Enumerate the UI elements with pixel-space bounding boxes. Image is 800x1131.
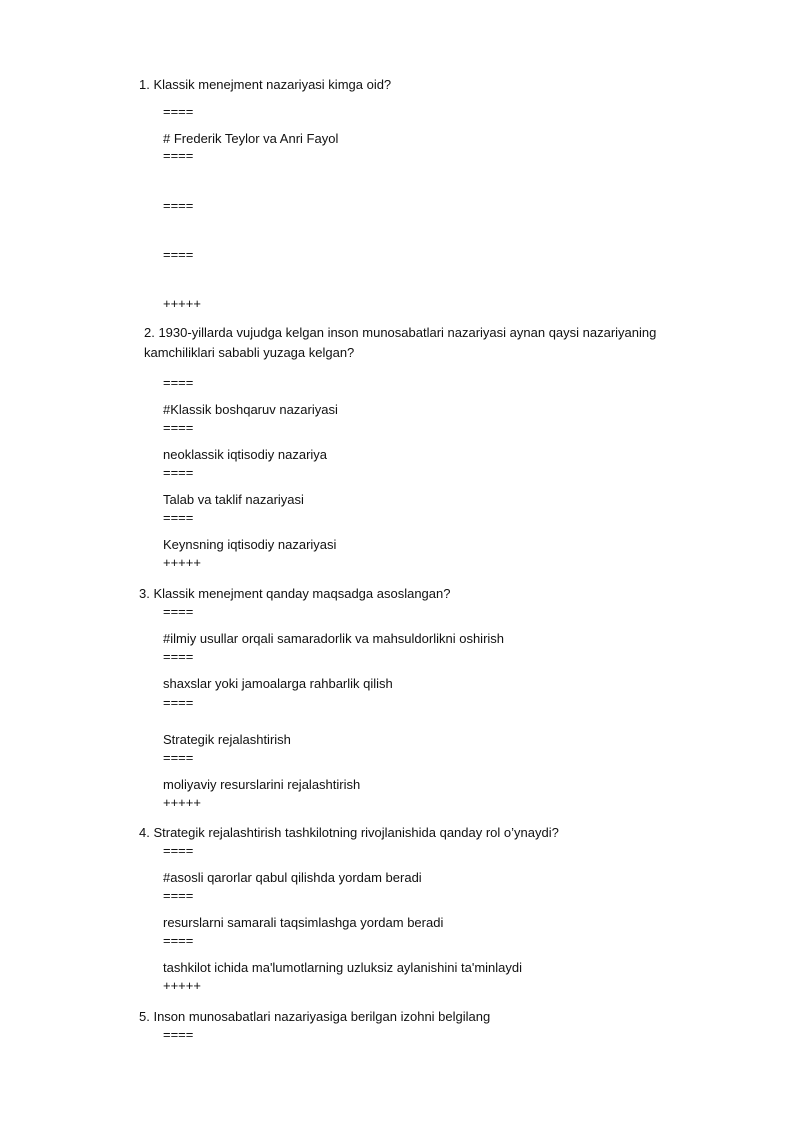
- answer-3-3: Strategik rejalashtirish: [163, 732, 291, 747]
- question-4: 4. Strategik rejalashtirish tashkilotning rivojlanishida qanday rol o’ynaydi?: [139, 825, 559, 840]
- answer-2-1: #Klassik boshqaruv nazariyasi: [163, 402, 338, 417]
- question-2-line-2: kamchiliklari sababli yuzaga kelgan?: [144, 345, 355, 360]
- answer-4-3: tashkilot ichida ma'lumotlarning uzluksiz aylanishini ta'minlaydi: [163, 960, 523, 975]
- separator: ====: [163, 510, 194, 525]
- separator: ====: [163, 198, 194, 213]
- separator: ====: [163, 750, 194, 765]
- end-marker: +++++: [163, 296, 201, 311]
- separator: ====: [163, 843, 194, 858]
- question-3: 3. Klassik menejment qanday maqsadga asoslangan?: [139, 586, 451, 601]
- separator: ====: [163, 375, 194, 390]
- separator: ====: [163, 420, 194, 435]
- answer-3-4: moliyaviy resurslarini rejalashtirish: [163, 777, 361, 792]
- separator: ====: [163, 604, 194, 619]
- separator: ====: [163, 695, 194, 710]
- question-1: 1. Klassik menejment nazariyasi kimga oid?: [139, 77, 392, 92]
- answer-4-2: resurslarni samarali taqsimlashga yordam beradi: [163, 915, 444, 930]
- end-marker: +++++: [163, 555, 201, 570]
- separator: ====: [163, 148, 194, 163]
- answer-3-2: shaxslar yoki jamoalarga rahbarlik qilish: [163, 676, 393, 691]
- answer-2-4: Keynsning iqtisodiy nazariyasi: [163, 537, 337, 552]
- answer-1-1: # Frederik Teylor va Anri Fayol: [163, 131, 339, 146]
- separator: ====: [163, 247, 194, 262]
- answer-2-3: Talab va taklif nazariyasi: [163, 492, 304, 507]
- separator: ====: [163, 933, 194, 948]
- separator: ====: [163, 888, 194, 903]
- end-marker: +++++: [163, 978, 201, 993]
- answer-3-1: #ilmiy usullar orqali samaradorlik va mahsuldorlikni oshirish: [163, 631, 505, 646]
- separator: ====: [163, 465, 194, 480]
- question-5: 5. Inson munosabatlari nazariyasiga berilgan izohni belgilang: [139, 1009, 491, 1024]
- separator: ====: [163, 649, 194, 664]
- question-2-line-1: 2. 1930-yillarda vujudga kelgan inson munosabatlari nazariyasi aynan qaysi nazariyaning: [144, 325, 657, 340]
- end-marker: +++++: [163, 795, 201, 810]
- answer-4-1: #asosli qarorlar qabul qilishda yordam beradi: [163, 870, 422, 885]
- answer-2-2: neoklassik iqtisodiy nazariya: [163, 447, 328, 462]
- separator: ====: [163, 1027, 194, 1042]
- separator: ====: [163, 104, 194, 119]
